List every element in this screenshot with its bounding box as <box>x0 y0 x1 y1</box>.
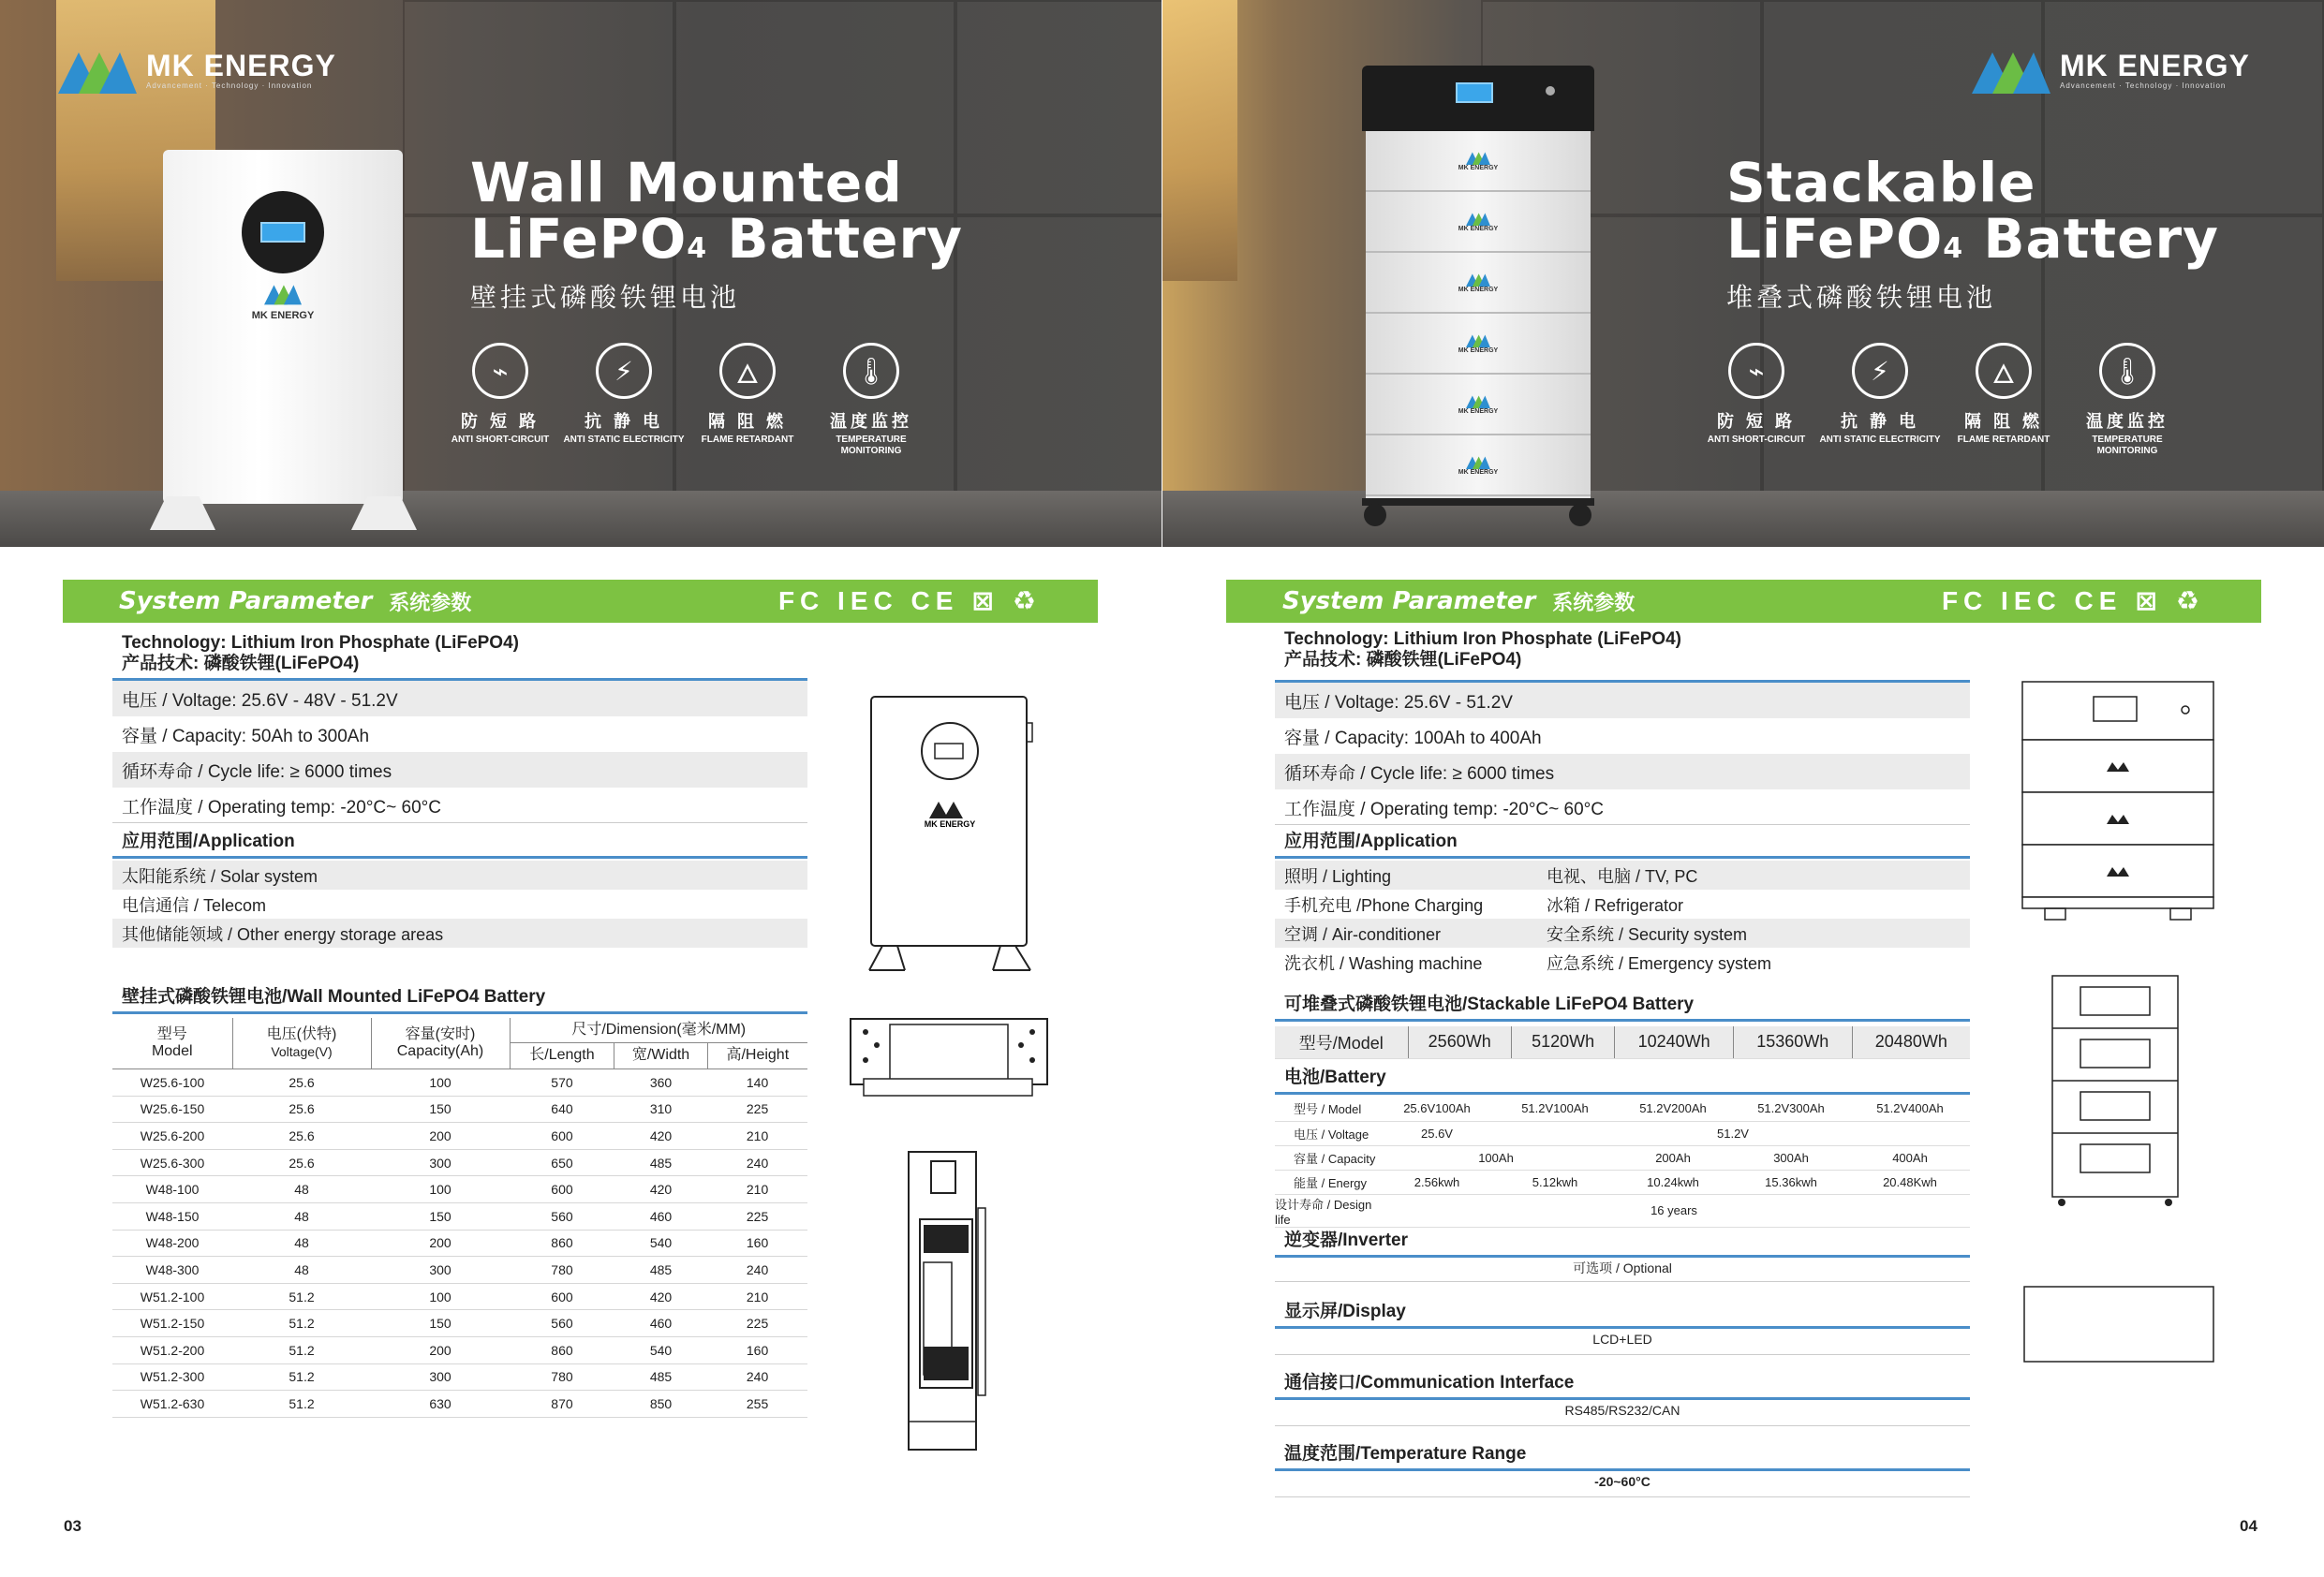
table-cell: 200 <box>371 1337 510 1364</box>
page-number: 03 <box>64 1517 81 1535</box>
stack-front-drawing <box>2021 680 2217 927</box>
table-row <box>112 1176 807 1203</box>
power-button-icon <box>1546 86 1555 96</box>
front-view-drawing <box>864 695 1038 972</box>
table-row <box>112 1337 807 1364</box>
brand-logo <box>58 45 336 94</box>
module-logo-icon <box>1466 332 1490 347</box>
table-cell: W48-200 <box>112 1230 232 1257</box>
table-cell: 100 <box>371 1283 510 1310</box>
module-logo-icon <box>1466 393 1490 408</box>
table-cell: 310 <box>614 1096 707 1123</box>
module-logo-icon <box>1466 211 1490 226</box>
model-label: 型号/Model <box>1275 1026 1408 1058</box>
param-title-cn: 系统参数 <box>1552 590 1636 614</box>
module-logo-icon <box>1466 454 1490 469</box>
table-cell: 51.2 <box>232 1363 371 1391</box>
page-number: 04 <box>2240 1517 2257 1535</box>
table-row <box>112 1096 807 1123</box>
table-cell: 150 <box>371 1096 510 1123</box>
short-circuit-icon: ⌁ <box>472 343 528 399</box>
table-row <box>112 1363 807 1391</box>
table-cell: 210 <box>707 1283 807 1310</box>
module-logo-icon <box>1466 150 1490 165</box>
battery-module: MK ENERGY <box>1366 253 1591 314</box>
feature-temperature: 🌡 温度监控 TEMPERATURE MONITORING <box>2065 343 2189 457</box>
table-cell: 100 <box>371 1069 510 1097</box>
param-title: System Parameter <box>119 587 373 615</box>
table-cell: W25.6-300 <box>112 1149 232 1176</box>
feature-flame-retardant: 🜂 隔 阻 燃 FLAME RETARDANT <box>1942 343 2065 457</box>
table-cell: 240 <box>707 1363 807 1391</box>
col-model: 型号 Model <box>112 1018 232 1069</box>
feature-anti-short-circuit: ⌁ 防 短 路 ANTI SHORT-CIRCUIT <box>438 343 562 457</box>
spec-cycle-life: 循环寿命 / Cycle life: ≥ 6000 times <box>1275 754 1970 789</box>
hero-title <box>470 151 963 277</box>
application-row: 手机充电 /Phone Charging 冰箱 / Refrigerator <box>1284 895 1684 915</box>
param-title-cn: 系统参数 <box>389 590 472 614</box>
battery-title: 电池/Battery <box>1275 1066 1970 1095</box>
table-cell: 540 <box>614 1230 707 1257</box>
title-cn: 壁挂式磷酸铁锂电池 <box>470 282 741 313</box>
table-cell: 300 <box>371 1149 510 1176</box>
stack-table-title: 可堆叠式磷酸铁锂电池/Stackable LiFePO4 Battery <box>1275 993 1970 1022</box>
col-dimension: 尺寸/Dimension(毫米/MM) <box>510 1018 807 1042</box>
comm-value: RS485/RS232/CAN <box>1564 1403 1680 1418</box>
system-parameter-bar <box>63 580 1098 623</box>
temp-value: -20~60°C <box>1594 1474 1650 1489</box>
svg-text:MK ENERGY: MK ENERGY <box>924 819 976 829</box>
table-cell: 100 <box>371 1176 510 1203</box>
battery-table: 型号 / Model 25.6V100Ah 51.2V100Ah 51.2V200Ah 51.2V300Ah 51.2V400Ah 电压 / Voltage 25.6V 51.2V 容量 / Capacity 100Ah 200Ah 300Ah 400Ah 能量 / Energy 2.56kwh 5.12kwh 10.24kwh 15.36kwh 20.48Kwh 设计寿命 / Design life 16 years <box>1275 1097 1970 1228</box>
spec-voltage: 电压 / Voltage: 25.6V - 51.2V <box>1275 683 1970 718</box>
comm-title: 通信接口/Communication Interface <box>1275 1371 1970 1400</box>
spec-cycle-life: 循环寿命 / Cycle life: ≥ 6000 times <box>112 752 807 788</box>
table-row <box>112 1310 807 1337</box>
table-cell: 300 <box>371 1257 510 1284</box>
short-circuit-icon: ⌁ <box>1728 343 1784 399</box>
spec-voltage: 电压 / Voltage: 25.6V - 48V - 51.2V <box>112 681 807 716</box>
title-line-2: LiFePO4 Battery <box>470 207 963 271</box>
model-cell: 5120Wh <box>1511 1026 1614 1058</box>
table-cell: 225 <box>707 1096 807 1123</box>
table-row <box>112 1203 807 1231</box>
table-row <box>112 1069 807 1097</box>
table-cell: 420 <box>614 1123 707 1150</box>
table-cell: W51.2-200 <box>112 1337 232 1364</box>
table-cell: 160 <box>707 1230 807 1257</box>
certification-icons: FC IEC CE ⊠ ♻ <box>777 585 1042 615</box>
side-view-drawing <box>907 1150 993 1452</box>
battery-module: MK ENERGY <box>1366 131 1591 192</box>
col-width: 宽/Width <box>614 1042 707 1069</box>
table-cell: 630 <box>371 1391 510 1418</box>
spec-list <box>112 678 807 823</box>
table-cell: W48-150 <box>112 1203 232 1231</box>
table-cell: 460 <box>614 1203 707 1231</box>
recycle-icon: ♻ <box>1012 586 1042 615</box>
spec-capacity: 容量 / Capacity: 50Ah to 300Ah <box>122 726 370 746</box>
feature-temperature: 🌡 温度监控 TEMPERATURE MONITORING <box>809 343 933 457</box>
table-cell: W25.6-150 <box>112 1096 232 1123</box>
stack-top-drawing <box>2022 1285 2215 1363</box>
table-cell: 240 <box>707 1149 807 1176</box>
table-cell: W51.2-100 <box>112 1283 232 1310</box>
table-cell: 485 <box>614 1363 707 1391</box>
col-height: 高/Height <box>707 1042 807 1069</box>
application-item: 太阳能系统 / Solar system <box>112 861 807 890</box>
table-cell: 51.2 <box>232 1391 371 1418</box>
application-row: 洗衣机 / Washing machine 应急系统 / Emergency system <box>1284 953 1772 973</box>
table-cell: 570 <box>510 1069 614 1097</box>
display-value: LCD+LED <box>1592 1332 1652 1347</box>
table-cell: 870 <box>510 1391 614 1418</box>
brand-logo <box>1972 45 2250 94</box>
table-cell: 48 <box>232 1230 371 1257</box>
static-icon: ⚡ <box>596 343 652 399</box>
table-cell: W48-100 <box>112 1176 232 1203</box>
hero-banner-stackable <box>1162 0 2324 547</box>
flame-icon: 🜂 <box>1976 343 2032 399</box>
table-row <box>112 1123 807 1150</box>
table-cell: 225 <box>707 1203 807 1231</box>
battery-module: MK ENERGY <box>1366 192 1591 253</box>
module-logo-icon <box>1466 272 1490 287</box>
table-cell: 600 <box>510 1283 614 1310</box>
table-cell: W51.2-630 <box>112 1391 232 1418</box>
table-cell: 25.6 <box>232 1149 371 1176</box>
table-cell: 460 <box>614 1310 707 1337</box>
spec-operating-temp: 工作温度 / Operating temp: -20°C~ 60°C <box>122 797 441 818</box>
recycle-icon: ♻ <box>2175 586 2205 615</box>
table-row <box>112 1283 807 1310</box>
table-cell: 150 <box>371 1310 510 1337</box>
col-length: 长/Length <box>510 1042 614 1069</box>
table-cell: W51.2-300 <box>112 1363 232 1391</box>
table-cell: 48 <box>232 1176 371 1203</box>
flame-icon: 🜂 <box>719 343 776 399</box>
battery-display-icon <box>242 191 324 273</box>
table-row <box>112 1149 807 1176</box>
table-cell: 200 <box>371 1123 510 1150</box>
battery-controller <box>1362 66 1594 131</box>
model-table <box>112 1018 807 1418</box>
table-cell: 200 <box>371 1230 510 1257</box>
system-parameter-bar <box>1226 580 2261 623</box>
table-cell: 160 <box>707 1337 807 1364</box>
table-cell: 48 <box>232 1257 371 1284</box>
table-cell: W51.2-150 <box>112 1310 232 1337</box>
application-list <box>112 861 807 948</box>
col-capacity: 容量(安时) Capacity(Ah) <box>371 1018 510 1069</box>
application-item: 电信通信 / Telecom <box>122 895 267 915</box>
battery-module: MK ENERGY <box>1366 435 1591 496</box>
table-cell: 560 <box>510 1203 614 1231</box>
temp-title: 温度范围/Temperature Range <box>1275 1442 1970 1471</box>
table-cell: 140 <box>707 1069 807 1097</box>
title-line-1: Stackable <box>1726 151 2036 214</box>
param-title: System Parameter <box>1282 587 1536 615</box>
table-cell: 48 <box>232 1203 371 1231</box>
thermometer-icon: 🌡 <box>843 343 899 399</box>
model-cell: 20480Wh <box>1852 1026 1970 1058</box>
table-cell: 850 <box>614 1391 707 1418</box>
table-cell: 51.2 <box>232 1337 371 1364</box>
model-cell: 15360Wh <box>1733 1026 1852 1058</box>
stack-side-drawing <box>2050 974 2182 1208</box>
table-cell: 255 <box>707 1391 807 1418</box>
table-cell: 780 <box>510 1363 614 1391</box>
display-title: 显示屏/Display <box>1275 1300 1970 1329</box>
table-cell: 25.6 <box>232 1096 371 1123</box>
table-cell: 25.6 <box>232 1123 371 1150</box>
table-cell: 51.2 <box>232 1283 371 1310</box>
table-cell: 51.2 <box>232 1310 371 1337</box>
application-title: 应用范围/Application <box>112 830 807 859</box>
table-cell: 210 <box>707 1123 807 1150</box>
table-cell: 25.6 <box>232 1069 371 1097</box>
feature-anti-static: ⚡ 抗 静 电 ANTI STATIC ELECTRICITY <box>1818 343 1942 457</box>
weee-icon: ⊠ <box>971 586 999 615</box>
application-row: 照明 / Lighting 电视、电脑 / TV, PC <box>1275 861 1970 890</box>
feature-anti-static: ⚡ 抗 静 电 ANTI STATIC ELECTRICITY <box>562 343 686 457</box>
spec-capacity: 容量 / Capacity: 100Ah to 400Ah <box>1284 728 1542 748</box>
table-cell: 485 <box>614 1257 707 1284</box>
right-page <box>1162 0 2324 1577</box>
battery-brand-mark: MK ENERGY <box>163 281 403 321</box>
table-cell: 150 <box>371 1203 510 1231</box>
feature-anti-short-circuit: ⌁ 防 短 路 ANTI SHORT-CIRCUIT <box>1695 343 1818 457</box>
top-view-drawing <box>849 1013 1049 1101</box>
table-cell: 860 <box>510 1230 614 1257</box>
col-voltage: 电压(伏特) Voltage(V) <box>232 1018 371 1069</box>
certification-icons: FC IEC CE ⊠ ♻ <box>1941 585 2205 615</box>
stackable-battery-photo <box>1362 66 1594 506</box>
table-cell: W48-300 <box>112 1257 232 1284</box>
table-cell: 780 <box>510 1257 614 1284</box>
thermometer-icon: 🌡 <box>2099 343 2155 399</box>
table-cell: 210 <box>707 1176 807 1203</box>
table-row <box>112 1257 807 1284</box>
table-cell: W25.6-100 <box>112 1069 232 1097</box>
brand-name: MK ENERGY <box>2060 48 2250 82</box>
table-cell: 650 <box>510 1149 614 1176</box>
spec-list <box>1275 680 1970 825</box>
inverter-title: 逆变器/Inverter <box>1275 1229 1970 1258</box>
table-row <box>112 1230 807 1257</box>
application-item: 其他储能领域 / Other energy storage areas <box>112 919 807 948</box>
model-table-title: 壁挂式磷酸铁锂电池/Wall Mounted LiFePO4 Battery <box>112 985 807 1014</box>
feature-flame-retardant: 🜂 隔 阻 燃 FLAME RETARDANT <box>686 343 809 457</box>
table-cell: 540 <box>614 1337 707 1364</box>
title-line-1: Wall Mounted <box>470 151 903 214</box>
static-icon: ⚡ <box>1852 343 1908 399</box>
table-cell: 560 <box>510 1310 614 1337</box>
technology-info: Technology: Lithium Iron Phosphate (LiFePO4) 产品技术: 磷酸铁锂(LiFePO4) <box>1284 629 1681 670</box>
table-cell: 420 <box>614 1176 707 1203</box>
title-cn: 堆叠式磷酸铁锂电池 <box>1726 282 1997 313</box>
stack-model-row <box>1275 1026 1970 1059</box>
brand-tagline: Advancement · Technology · Innovation <box>2060 81 2227 90</box>
table-cell: 240 <box>707 1257 807 1284</box>
table-row <box>112 1391 807 1418</box>
model-cell: 10240Wh <box>1615 1026 1734 1058</box>
application-list <box>1275 861 1970 977</box>
table-cell: 860 <box>510 1337 614 1364</box>
table-cell: 225 <box>707 1310 807 1337</box>
technology-info: Technology: Lithium Iron Phosphate (LiFePO4) 产品技术: 磷酸铁锂(LiFePO4) <box>122 633 519 673</box>
brand-name: MK ENERGY <box>146 48 336 82</box>
battery-lcd-icon <box>1456 82 1493 103</box>
table-cell: 360 <box>614 1069 707 1097</box>
model-cell: 2560Wh <box>1408 1026 1511 1058</box>
table-cell: 300 <box>371 1363 510 1391</box>
title-line-2: LiFePO4 Battery <box>1726 207 2219 271</box>
wall-battery-photo <box>163 150 403 504</box>
inverter-value: 可选项 / Optional <box>1573 1260 1672 1275</box>
application-row: 空调 / Air-conditioner 安全系统 / Security system <box>1275 919 1970 948</box>
hero-banner-wall <box>0 0 1162 547</box>
hero-title <box>1726 151 2219 277</box>
feature-list <box>1695 343 2189 457</box>
feature-list <box>438 343 933 457</box>
table-cell: 420 <box>614 1283 707 1310</box>
table-cell: 485 <box>614 1149 707 1176</box>
table-cell: 640 <box>510 1096 614 1123</box>
battery-module: MK ENERGY <box>1366 375 1591 435</box>
spec-operating-temp: 工作温度 / Operating temp: -20°C~ 60°C <box>1284 799 1604 819</box>
battery-module: MK ENERGY <box>1366 314 1591 375</box>
mk-logo-icon <box>58 45 137 94</box>
mk-logo-icon <box>1972 45 2050 94</box>
application-title: 应用范围/Application <box>1275 830 1970 859</box>
table-cell: 600 <box>510 1123 614 1150</box>
table-cell: W25.6-200 <box>112 1123 232 1150</box>
table-cell: 600 <box>510 1176 614 1203</box>
weee-icon: ⊠ <box>2135 586 2163 615</box>
brand-tagline: Advancement · Technology · Innovation <box>146 81 313 90</box>
